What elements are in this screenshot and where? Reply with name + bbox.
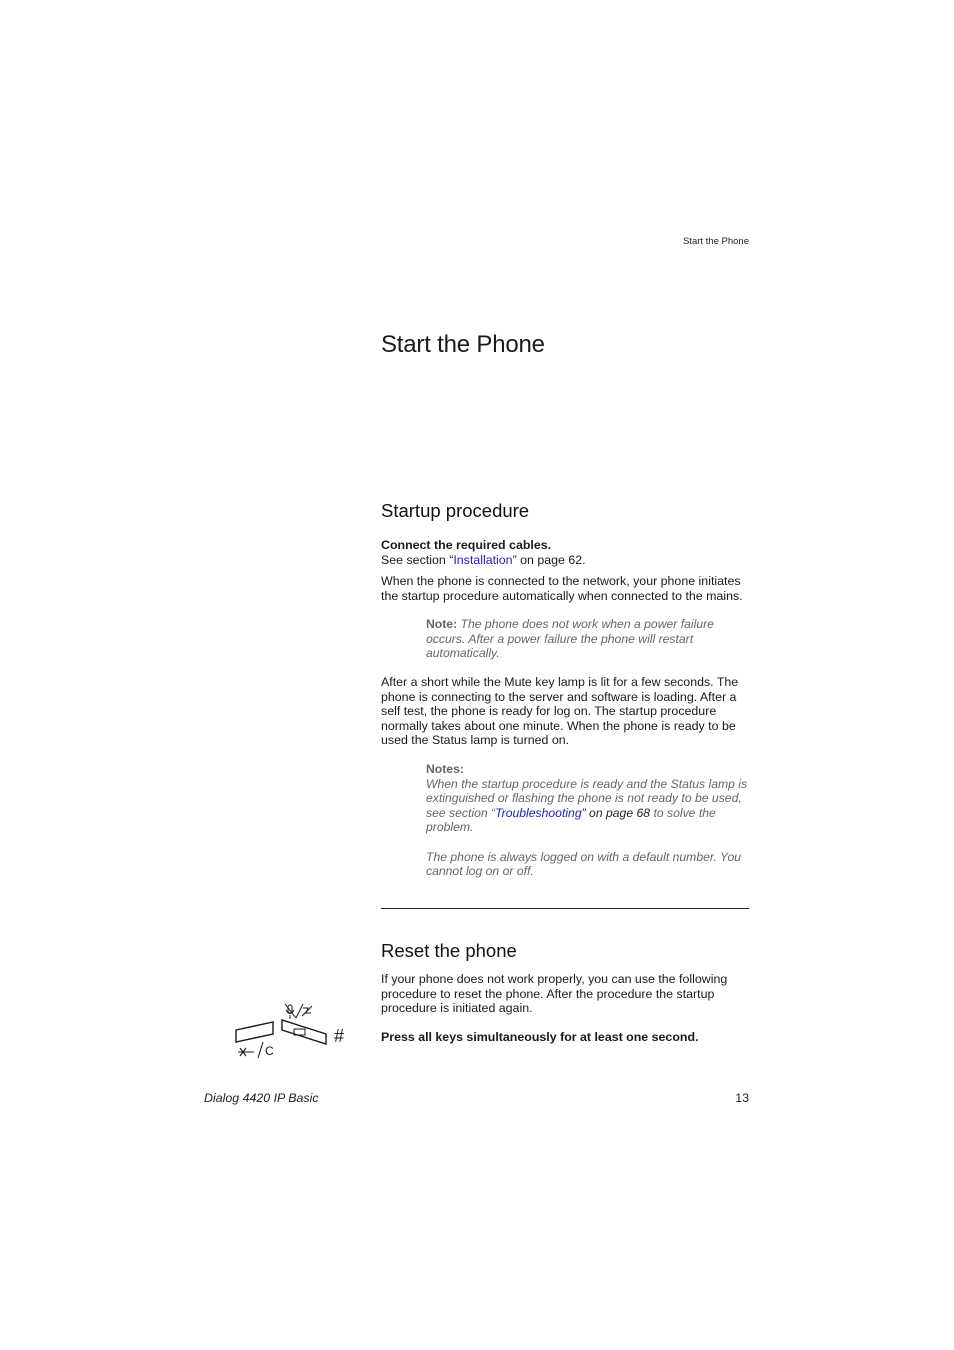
notes-text-suffix: to solve the problem. bbox=[426, 805, 716, 835]
see-suffix: ” on page 62. bbox=[512, 552, 586, 567]
startup-step bbox=[381, 538, 753, 567]
notes-item-1 bbox=[426, 777, 752, 835]
phone-keys-illustration bbox=[230, 1000, 355, 1066]
note-label: Note: bbox=[426, 617, 458, 631]
step-text: Connect the required cables. bbox=[381, 538, 552, 552]
mute-microphone-icon bbox=[285, 1004, 312, 1019]
notes-label: Notes: bbox=[426, 762, 464, 776]
section-heading-reset: Reset the phone bbox=[381, 940, 517, 961]
see-section-line bbox=[381, 553, 753, 568]
hash-key-label: # bbox=[334, 1026, 345, 1046]
installation-link[interactable]: Installation bbox=[453, 552, 513, 567]
notes-text-prefix: When the startup procedure is ready and the Status lamp is extinguished or flashing the phone is not ready to be used, see section “ bbox=[426, 776, 748, 820]
key-c-label: C bbox=[265, 1044, 274, 1058]
startup-paragraph-2: After a short while the Mute key lamp is lit for a few seconds. The phone is connecting to the server and software is loading. After a self test, the phone is ready for log on. The startup procedure normally takes about one minute. When the phone is ready to be used the Status lamp is turned on. bbox=[381, 675, 739, 748]
notes-item-2: The phone is always logged on with a default number. You cannot log on or off. bbox=[426, 849, 742, 879]
page-number: 13 bbox=[735, 1091, 749, 1105]
notes-block bbox=[426, 762, 752, 879]
reset-paragraph: If your phone does not work properly, you can use the following procedure to reset the phone. After the procedure the startup procedure is initiated again. bbox=[381, 972, 728, 1016]
startup-paragraph-1: When the phone is connected to the network, your phone initiates the startup procedure automatically when connected to the mains. bbox=[381, 574, 743, 603]
section-divider bbox=[381, 908, 749, 909]
troubleshooting-link[interactable]: Troubleshooting bbox=[495, 805, 582, 820]
note-text: The phone does not work when a power failure occurs. After a power failure the phone will restart automatically. bbox=[426, 617, 714, 661]
running-head: Start the Phone bbox=[682, 236, 749, 247]
reset-instruction: Press all keys simultaneously for at least one second. bbox=[381, 1030, 699, 1044]
notes-page-ref: ” on page 68 bbox=[581, 805, 651, 820]
see-prefix: See section “ bbox=[381, 552, 454, 567]
footer-product-name: Dialog 4420 IP Basic bbox=[204, 1091, 319, 1105]
chapter-title: Start the Phone bbox=[381, 331, 545, 358]
notes-spacer bbox=[426, 835, 752, 850]
note-power-failure bbox=[426, 617, 752, 661]
section-heading-startup: Startup procedure bbox=[381, 500, 530, 521]
mute-key-icon bbox=[282, 1020, 326, 1044]
